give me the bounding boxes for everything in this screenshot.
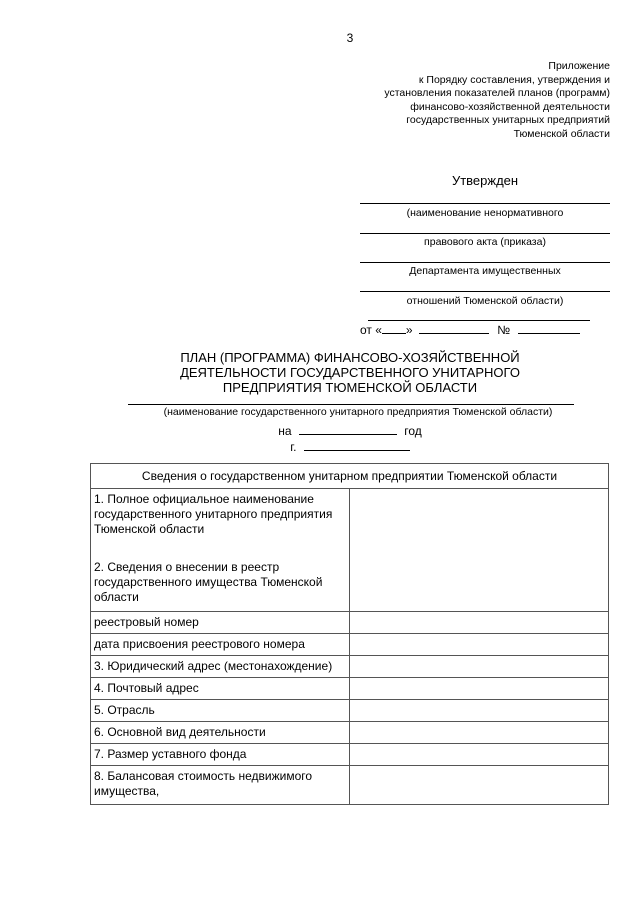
table-row: [91, 766, 609, 805]
approved-caption: отношений Тюменской области): [406, 295, 564, 307]
row-value[interactable]: [350, 678, 609, 700]
fill-line: [360, 291, 610, 292]
appendix-line: Приложение: [548, 60, 610, 72]
table-row: [91, 489, 609, 558]
page-number: 3: [346, 31, 354, 45]
row-label: реестровый номер: [91, 612, 350, 634]
table-row: [91, 634, 609, 656]
table-row: [91, 656, 609, 678]
title-line: ПЛАН (ПРОГРАММА) ФИНАНСОВО-ХОЗЯЙСТВЕННОЙ: [180, 350, 520, 365]
enterprise-name-line: [128, 404, 574, 405]
table-row: [91, 700, 609, 722]
row-value[interactable]: [350, 634, 609, 656]
row-label: 6. Основной вид деятельности: [91, 722, 350, 744]
approved-caption: (наименование ненормативного: [406, 207, 564, 219]
appendix-line: Тюменской области: [513, 127, 610, 140]
fill-line: [368, 320, 590, 321]
number-field[interactable]: [518, 322, 580, 334]
table-header-row: [91, 464, 609, 489]
appendix-note: [290, 60, 610, 141]
table-row: [91, 612, 609, 634]
day-field[interactable]: [382, 322, 406, 334]
row-label: 3. Юридический адрес (местонахождение): [91, 656, 350, 678]
quote-close: »: [405, 323, 413, 337]
table-row: [91, 722, 609, 744]
month-year-field[interactable]: [419, 322, 489, 334]
plan-year-prefix: на: [278, 424, 292, 438]
plan-year-suffix: год: [404, 424, 422, 438]
row-label: 7. Размер уставного фонда: [91, 744, 350, 766]
row-value[interactable]: [350, 722, 609, 744]
enterprise-info-table: [90, 463, 609, 805]
appendix-line: установления показателей планов (программ): [384, 87, 610, 99]
row-label: 1. Полное официальное наименование государственного унитарного предприятия Тюменской области: [91, 489, 350, 558]
fill-line: [360, 203, 610, 204]
row-value[interactable]: [350, 489, 609, 612]
number-sign: №: [497, 323, 511, 337]
table-row: [91, 678, 609, 700]
row-label: дата присвоения реестрового номера: [91, 634, 350, 656]
row-label: 4. Почтовый адрес: [91, 678, 350, 700]
approved-caption: правового акта (приказа): [424, 236, 546, 248]
document-title: [150, 350, 550, 395]
row-value[interactable]: [350, 744, 609, 766]
title-line: ДЕЯТЕЛЬНОСТИ ГОСУДАРСТВЕННОГО УНИТАРНОГО: [180, 365, 520, 380]
plan-year-line: [0, 423, 640, 438]
title-line: ПРЕДПРИЯТИЯ ТЮМЕНСКОЙ ОБЛАСТИ: [222, 380, 478, 395]
ot-label: от «: [360, 323, 382, 337]
fill-line: [360, 233, 610, 234]
appendix-line: государственных унитарных предприятий: [406, 114, 610, 126]
row-label: 2. Сведения о внесении в реестр государственного имущества Тюменской области: [91, 557, 350, 612]
plan-date-field[interactable]: [304, 439, 410, 451]
approved-heading: Утвержден: [451, 173, 519, 188]
appendix-line: финансово-хозяйственной деятельности: [410, 100, 610, 113]
approval-date-number: [360, 322, 580, 337]
table-header: Сведения о государственном унитарном предприятии Тюменской области: [91, 464, 609, 489]
row-label: 8. Балансовая стоимость недвижимого имущества,: [91, 766, 350, 805]
appendix-line: к Порядку составления, утверждения и: [418, 73, 610, 86]
plan-year-field[interactable]: [299, 423, 397, 435]
row-value[interactable]: [350, 612, 609, 634]
plan-date-line: [0, 439, 640, 454]
row-value[interactable]: [350, 700, 609, 722]
approved-caption: Департамента имущественных: [409, 265, 561, 277]
row-value[interactable]: [350, 766, 609, 805]
enterprise-name-caption: (наименование государственного унитарного предприятия Тюменской области): [163, 406, 553, 418]
row-value[interactable]: [350, 656, 609, 678]
row-label: 5. Отрасль: [91, 700, 350, 722]
fill-line: [360, 262, 610, 263]
plan-date-prefix: г.: [290, 440, 297, 454]
table-row: [91, 744, 609, 766]
